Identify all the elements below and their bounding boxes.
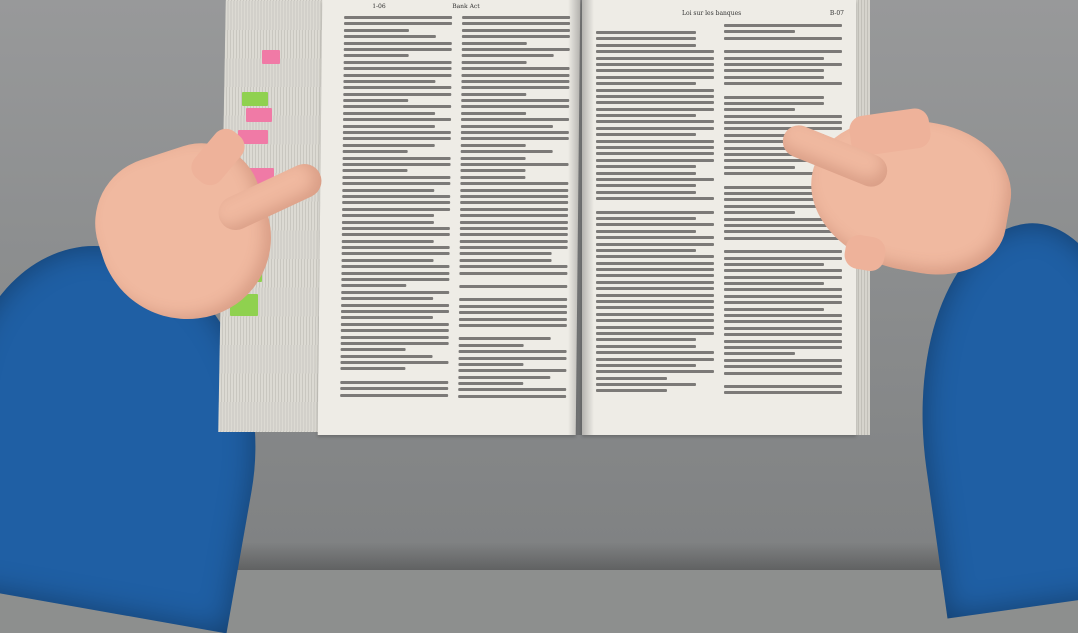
- text-line: [458, 388, 566, 391]
- text-line: [341, 336, 449, 339]
- text-line: [596, 172, 696, 175]
- sticky-tab-green: [242, 92, 268, 106]
- text-line: [724, 365, 842, 368]
- text-line: [724, 327, 842, 330]
- text-line: [342, 233, 450, 236]
- text-line: [343, 131, 451, 134]
- text-line: [344, 16, 452, 19]
- text-line: [344, 54, 409, 57]
- paragraph-gap: [724, 378, 842, 385]
- text-line: [596, 370, 714, 373]
- text-line: [341, 297, 433, 300]
- text-line: [596, 37, 696, 40]
- text-line: [724, 257, 842, 260]
- text-line: [724, 30, 795, 33]
- text-line: [459, 298, 567, 301]
- text-line: [344, 48, 452, 51]
- text-line: [341, 278, 449, 281]
- text-line: [596, 377, 667, 380]
- text-line: [596, 211, 714, 214]
- text-line: [343, 99, 408, 102]
- text-line: [343, 74, 451, 77]
- text-line: [596, 332, 714, 335]
- text-line: [342, 169, 407, 172]
- text-line: [342, 182, 450, 185]
- text-line: [596, 268, 714, 271]
- text-line: [596, 364, 696, 367]
- right-page: [582, 0, 856, 435]
- text-line: [596, 230, 696, 233]
- text-line: [724, 96, 824, 99]
- text-line: [342, 240, 434, 243]
- text-line: [724, 250, 842, 253]
- text-line: [460, 259, 552, 262]
- text-line: [342, 221, 434, 224]
- text-line: [343, 157, 451, 160]
- text-line: [596, 108, 714, 111]
- paragraph-gap: [340, 374, 448, 381]
- text-line: [724, 50, 842, 53]
- text-line: [342, 195, 450, 198]
- text-line: [596, 313, 714, 316]
- text-line: [596, 44, 696, 47]
- text-line: [596, 178, 714, 181]
- text-line: [343, 80, 435, 83]
- text-line: [340, 361, 448, 364]
- text-line: [341, 272, 449, 275]
- text-line: [343, 144, 435, 147]
- text-line: [596, 287, 714, 290]
- text-line: [724, 127, 842, 130]
- text-line: [340, 381, 448, 384]
- text-line: [724, 301, 842, 304]
- text-line: [596, 345, 696, 348]
- text-line: [596, 274, 714, 277]
- text-line: [724, 102, 824, 105]
- text-line: [342, 214, 434, 217]
- text-line: [343, 150, 408, 153]
- text-line: [724, 63, 842, 66]
- text-line: [724, 320, 842, 323]
- text-line: [462, 29, 570, 32]
- text-line: [344, 22, 452, 25]
- text-line: [343, 163, 451, 166]
- text-line: [724, 24, 842, 27]
- text-line: [460, 169, 525, 172]
- text-line: [459, 337, 551, 340]
- text-line: [596, 120, 714, 123]
- paragraph-gap: [459, 330, 567, 337]
- paragraph-gap: [459, 291, 567, 298]
- text-line: [460, 189, 568, 192]
- text-line: [461, 105, 569, 108]
- sticky-tab-pink: [246, 108, 272, 122]
- text-line: [343, 105, 451, 108]
- text-line: [724, 211, 795, 214]
- text-line: [340, 394, 448, 397]
- text-line: [460, 233, 568, 236]
- text-line: [462, 67, 570, 70]
- text-line: [596, 294, 714, 297]
- text-line: [724, 308, 824, 311]
- text-line: [596, 243, 714, 246]
- text-line: [341, 329, 449, 332]
- text-line: [460, 201, 568, 204]
- text-line: [724, 108, 795, 111]
- text-line: [460, 208, 568, 211]
- text-line: [596, 152, 714, 155]
- text-line: [459, 344, 524, 347]
- text-line: [724, 276, 842, 279]
- text-line: [460, 195, 568, 198]
- text-line: [596, 255, 714, 258]
- text-line: [596, 50, 714, 53]
- text-line: [344, 42, 452, 45]
- book-gutter: [568, 0, 594, 435]
- text-line: [724, 346, 842, 349]
- text-line: [459, 318, 567, 321]
- left-page-number: 1-06: [372, 3, 386, 10]
- text-line: [459, 272, 567, 275]
- text-line: [462, 61, 527, 64]
- text-line: [460, 182, 568, 185]
- text-line: [343, 86, 451, 89]
- text-line: [341, 310, 449, 313]
- text-line: [460, 240, 568, 243]
- text-line: [459, 285, 567, 288]
- text-line: [460, 176, 525, 179]
- sticky-tab-pink: [262, 50, 280, 64]
- text-line: [342, 246, 450, 249]
- text-line: [461, 93, 526, 96]
- text-line: [458, 369, 566, 372]
- text-line: [462, 48, 570, 51]
- right-page-number: B-07: [829, 10, 844, 17]
- text-line: [596, 249, 696, 252]
- text-line: [596, 140, 714, 143]
- paragraph-gap: [724, 243, 842, 250]
- paragraph-gap: [596, 24, 714, 31]
- paragraph-gap: [724, 89, 842, 96]
- text-line: [724, 314, 842, 317]
- text-line: [342, 201, 450, 204]
- text-line: [343, 93, 451, 96]
- text-line: [596, 101, 714, 104]
- text-line: [724, 372, 842, 375]
- text-line: [344, 29, 409, 32]
- text-line: [596, 319, 714, 322]
- text-line: [596, 326, 714, 329]
- text-line: [596, 223, 714, 226]
- text-line: [724, 352, 795, 355]
- text-line: [341, 348, 406, 351]
- text-line: [344, 67, 452, 70]
- text-line: [341, 284, 406, 287]
- text-line: [460, 227, 568, 230]
- text-line: [461, 112, 526, 115]
- text-line: [340, 387, 448, 390]
- text-line: [341, 304, 449, 307]
- text-line: [342, 189, 434, 192]
- text-line: [596, 351, 714, 354]
- text-line: [596, 127, 714, 130]
- text-line: [724, 282, 824, 285]
- text-line: [596, 63, 714, 66]
- text-line: [458, 363, 523, 366]
- text-line: [461, 144, 526, 147]
- text-line: [724, 295, 842, 298]
- text-line: [461, 118, 569, 121]
- text-line: [596, 31, 696, 34]
- text-line: [724, 82, 842, 85]
- text-line: [461, 150, 553, 153]
- text-line: [724, 333, 842, 336]
- text-line: [462, 54, 554, 57]
- text-line: [596, 95, 714, 98]
- text-line: [724, 340, 842, 343]
- text-line: [342, 259, 434, 262]
- text-line: [724, 288, 842, 291]
- text-line: [343, 118, 451, 121]
- text-line: [461, 157, 526, 160]
- text-line: [459, 311, 567, 314]
- text-line: [460, 252, 552, 255]
- text-line: [596, 262, 714, 265]
- text-line: [459, 357, 567, 360]
- text-line: [596, 217, 696, 220]
- text-line: [343, 125, 435, 128]
- text-line: [462, 42, 527, 45]
- text-line: [724, 69, 824, 72]
- text-line: [458, 395, 566, 398]
- text-line: [461, 163, 569, 166]
- text-line: [342, 208, 450, 211]
- text-line: [342, 176, 450, 179]
- text-line: [724, 230, 842, 233]
- right-page-column-1: [596, 24, 714, 396]
- text-line: [341, 342, 449, 345]
- text-line: [596, 236, 714, 239]
- text-line: [343, 112, 435, 115]
- text-line: [459, 350, 567, 353]
- text-line: [724, 391, 842, 394]
- text-line: [596, 165, 696, 168]
- text-line: [459, 305, 567, 308]
- text-line: [596, 197, 714, 200]
- paragraph-gap: [724, 43, 842, 50]
- text-line: [724, 192, 824, 195]
- text-line: [344, 35, 436, 38]
- text-line: [596, 114, 696, 117]
- text-line: [462, 16, 570, 19]
- text-line: [341, 265, 449, 268]
- left-page-column-2: [458, 16, 570, 401]
- text-line: [596, 159, 714, 162]
- text-line: [459, 265, 567, 268]
- text-line: [724, 385, 842, 388]
- left-running-header: Bank Act: [452, 3, 480, 10]
- text-line: [340, 367, 405, 370]
- text-line: [724, 76, 824, 79]
- text-line: [724, 166, 795, 169]
- text-line: [596, 82, 696, 85]
- text-line: [460, 214, 568, 217]
- text-line: [724, 269, 842, 272]
- text-line: [341, 316, 433, 319]
- text-line: [342, 252, 450, 255]
- text-line: [596, 69, 714, 72]
- right-running-header: Loi sur les banques: [682, 10, 742, 17]
- text-line: [460, 246, 568, 249]
- text-line: [461, 131, 569, 134]
- text-line: [596, 338, 696, 341]
- text-line: [462, 22, 570, 25]
- text-line: [596, 191, 696, 194]
- text-line: [596, 300, 714, 303]
- left-page-column-1: [340, 16, 452, 400]
- text-line: [459, 324, 567, 327]
- text-line: [596, 133, 696, 136]
- paragraph-gap: [459, 278, 567, 285]
- text-line: [596, 76, 714, 79]
- left-page: [318, 0, 581, 435]
- text-line: [461, 86, 569, 89]
- text-line: [341, 355, 433, 358]
- text-line: [596, 146, 714, 149]
- text-line: [724, 57, 824, 60]
- text-line: [596, 389, 667, 392]
- text-line: [458, 376, 550, 379]
- text-line: [596, 358, 714, 361]
- text-line: [460, 221, 568, 224]
- text-line: [342, 227, 450, 230]
- text-line: [724, 115, 842, 118]
- text-line: [596, 57, 714, 60]
- text-line: [596, 184, 696, 187]
- open-book: [222, 0, 872, 440]
- text-line: [461, 74, 569, 77]
- text-line: [461, 99, 569, 102]
- text-line: [724, 121, 842, 124]
- text-line: [461, 137, 569, 140]
- text-line: [461, 80, 569, 83]
- paragraph-gap: [596, 204, 714, 211]
- text-line: [724, 263, 824, 266]
- text-line: [461, 125, 553, 128]
- text-line: [343, 137, 451, 140]
- text-line: [341, 291, 449, 294]
- text-line: [596, 89, 714, 92]
- text-line: [462, 35, 570, 38]
- text-line: [724, 359, 842, 362]
- text-line: [341, 323, 449, 326]
- text-line: [458, 382, 523, 385]
- text-line: [596, 306, 714, 309]
- text-line: [724, 237, 842, 240]
- text-line: [596, 281, 714, 284]
- text-line: [724, 37, 842, 40]
- text-line: [596, 383, 696, 386]
- text-line: [344, 61, 452, 64]
